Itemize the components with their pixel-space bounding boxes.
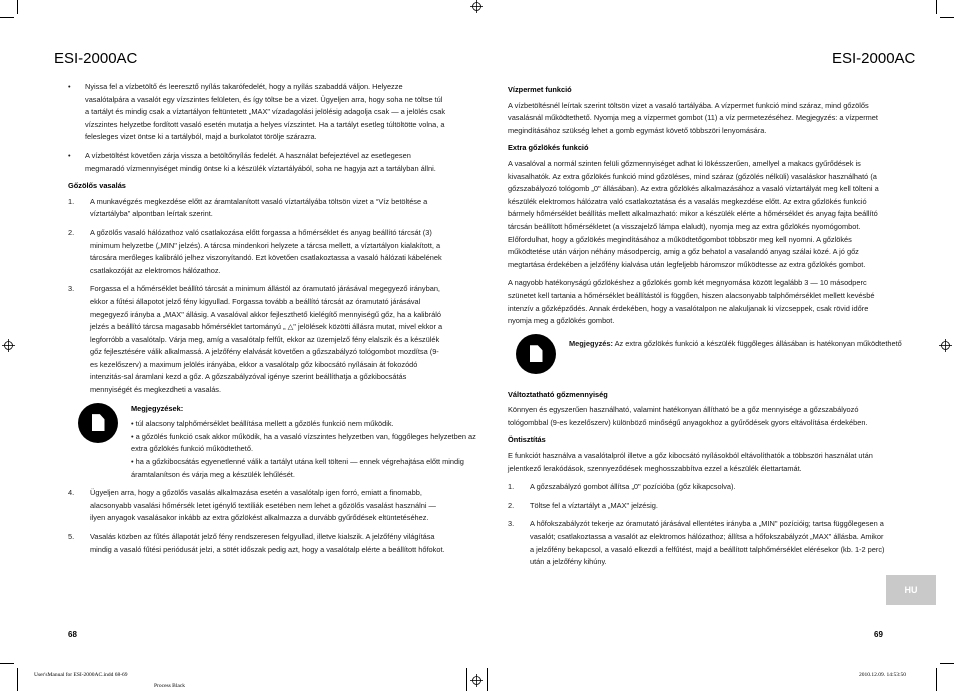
right-page-body <box>508 79 902 569</box>
note-title: Megjegyzések: <box>131 403 184 413</box>
bullet-item: • A vízbetöltést követően zárja vissza a betöltőnyílás fedelét. A használat befejeztével az esetlegesen megmaradó vízmennyiséget mindig öntse ki a készülék víztartályából, soha ne hagyja azt a tartályban állni. <box>68 150 436 173</box>
note-title: Megjegyzés: <box>569 338 613 348</box>
crop-mark <box>936 0 937 14</box>
note-box <box>78 403 491 482</box>
note-document-icon <box>516 334 556 374</box>
paragraph: A vasalóval a normál szinten felüli gőzmennyiséget adhat ki lökésszerűen, amellyel a makacs gyűrődések is kivasalhatók. Az extra gőzlökés funkció mind gőzöléses, mind száraz (gőzölés nélküli) vasaláskor használható (a gőzszabályozó tológomb „0" állásában). Az extra gőzlökés alkalmazásához a vasaló víztartályát meg kell tölteni a készülék elektromos hálózatra való csatlakoztatása és a vasalás megkezdése előtt. Az extra gőzlökés funkció bármely hőmérséklet beállítás mellett alkalmazható: mikor a készülék elérte a hőmérséklet és anyag fajta beállító tárcsán beállított hőmérsékletet (a visszajelző lámpa elaludt), nyomja meg az extra gőzlökés nyomógombot. Előfordulhat, hogy a gőzlökés megindításához a működtetőgombot többször meg kell nyomni. A gőzlökés működtetése után várjon néhány másodpercig, amig a gőz behatol a vasalandó anyag szálai közé. A jó gőz megtartása érdekében a jelzőfény kialvása után legfeljebb háromszor működtesse az extra gőzlökés gombot. <box>508 158 879 269</box>
right-page-header: ESI-2000AC <box>832 50 916 67</box>
numbered-step: 2. Töltse fel a víztartályt a „MAX" jelzésig. <box>508 500 658 510</box>
crop-mark <box>487 668 488 691</box>
crop-mark <box>940 663 954 664</box>
footer-file-name: User'sManual for ESI-2000AC.indd 68-69 <box>34 672 128 678</box>
numbered-step: 1. A munkavégzés megkezdése előtt az áramtalanított vasaló víztartályába töltsön vizet a “Víz betöltése a víztartályba” alpontban leírtak szerint. <box>68 196 428 219</box>
page-number-right: 69 <box>874 630 883 639</box>
note-document-icon <box>78 403 118 443</box>
registration-mark-icon <box>470 0 483 13</box>
paragraph: A nagyobb hatékonyságú gőzlökéshez a gőzlökés gomb két megnyomása között legalább 3 — 10 másodperc szünetet kell tartania a hőmérséklet beállítástól is függően, hiszen alacsonyabb talphőmérséklet mellett kevésbé intenzív a gőzképződés. Annak érdekében, hogy a vasalótalpon ne alakuljanak ki vízcseppek, csak rövid időre nyomja meg a gőzlökés gombot. <box>508 278 875 326</box>
section-title: Gőzölős vasalás <box>68 181 126 191</box>
section-title: Vízpermet funkció <box>508 85 572 94</box>
numbered-step: 3. Forgassa el a hőmérséklet beállító tárcsát a minimum állástól az óramutató járásával megegyező irányban, ekkor a fűtési állapotot jelző fény kigyullad. Forgassa tovább a beállító tárcsát az óramutató járásával megegyező irányba a „MAX" állásig. A vasalóval akkor fejleszthető kielégítő mennyiségű gőz, ha a kalibráló jelzés a beállító tárcsa magasabb hőmérséklet tartományú „ △" jelölések közötti állásra mutat, mivel ekkor a legforróbb a vasalótalp. Várja meg, amíg a vasalótalp felfűt, ekkor az üzemjelző fény elalszik és a készülék gőz fejlesztésére válik alkalmassá. A jelzőfény elalvását követően a gőzszabályzó tológombot mozdítsa (9-es kezelőszerv) a maximum jelölés irányába, ekkor a vasalótalp gőz kibocsátó nyílásain át fokozódó intenzitás-sal áramlani kezd a gőz. A gőzszabályzóval igénye szerint beállíthatja a gőzkibocsátás mennyiségét és megkezdheti a vasalás. <box>68 284 443 395</box>
paragraph: A vízbetöltésnél leírtak szerint töltsön vizet a vasaló tartályába. A vízpermet funkció mind száraz, mind gőzölős vasalásnál működtethető. Nyomja meg a vízpermet gombot (11) a víz permetezéséhez. Megjegyzés: a vízpermet megindításához szükség lehet a gomb egymást követő többszöri lenyomására. <box>508 100 878 135</box>
crop-mark <box>17 0 18 14</box>
section-title: Extra gőzlökés funkció <box>508 143 589 153</box>
note-item: • túl alacsony talphőmérséklet beállítása mellett a gőzölés funkció nem működik. <box>131 419 394 429</box>
footer-color-label: Process Black <box>154 683 186 689</box>
page-number-left: 68 <box>68 630 77 639</box>
numbered-step: 5. Vasalás közben az fűtés állapotát jelző fény rendszeresen felgyullad, illetve kialszik. A jelzőfény világítása mindig a vasaló fűtési periódusát jelzi, a sötét időszak pedig azt, hogy a vasalótalp elérte a beállított hőfokot. <box>68 532 445 554</box>
section-title: Öntisztítás <box>508 435 546 445</box>
note-item: • ha a gőzkibocsátás egyenetlenné válik a tartályt utána kell tölteni — ennek végrehajtása előtt mindig áramtalanítson és várja meg a készülék lehűlését. <box>131 457 464 479</box>
footer-timestamp: 2010.12.09. 14:53:50 <box>859 672 907 678</box>
registration-mark-icon <box>2 339 15 352</box>
numbered-step: 1. A gőzszabályzó gombot állítsa „0" pozícióba (gőz kikapcsolva). <box>508 482 736 492</box>
bullet-item: • Nyissa fel a vízbetöltő és leeresztő nyílás takarófedelét, hogy a nyílás szabaddá váljon. Helyezze vasalótalpára a vasalót egy vízszintes felületen, és így töltse be a vizet. Ügyeljen arra, hogy soha ne töltse túl a tartályt és mindig csak a víztartályon feltüntetett „MAX" vízadagolási jelölésig adagolja csak — a jelölés csak vízszintes helyzetbe fordított vasaló esetén mutatja a helyes vízszintet. Ha a tartályt esetleg túltöltötte volna, a felesleges vizet öntse ki a tartályból, majd a burkolatot törölje szárazra. <box>68 82 446 142</box>
section-title: Változtatható gőzmennyiség <box>508 389 608 399</box>
registration-mark-icon <box>470 674 483 687</box>
numbered-step: 2. A gőzölős vasaló hálózathoz való csatlakozása előtt forgassa a hőmérséklet és anyag beállító tárcsát (3) minimum helyzetbe („MIN" jelzés). A tárcsa mindenkori helyzete a tárcsa mellett, a víztartályon kialakított, a tárcsára merőleges kalibráló jelhez viszonyítandó. Ezt követően csatlakoztassa a vasaló hálózati kábelének csatlakozóját az elektromos hálózathoz. <box>68 227 442 275</box>
language-tab: HU <box>886 575 936 605</box>
note-box <box>516 334 929 378</box>
paragraph: Könnyen és egyszerűen használható, valamint hatékonyan állítható be a gőz mennyisége a gőzszabályozó tológombbal (9-es kezelőszerv) különböző minőségű anyagokhoz a gyűrődések gyors eltávolítása érdekében. <box>508 405 868 427</box>
paragraph: E funkciót használva a vasalótalpról illetve a gőz kibocsátó nyílásokból eltávolíthatók a többszöri használat után jelentkező lerakódások, szennyeződések meghosszabbítva ezzel a készülék élettartamát. <box>508 451 873 473</box>
crop-mark <box>940 17 954 18</box>
crop-mark <box>0 17 14 18</box>
crop-mark <box>0 663 14 664</box>
registration-mark-icon <box>939 339 952 352</box>
left-page-body <box>68 81 476 556</box>
note-text: Az extra gőzlökés funkció a készülék függőleges állásában is hatékonyan működtethető <box>612 338 902 348</box>
numbered-step: 3. A hőfokszabályzót tekerje az óramutató járásával ellentétes irányba a „MIN" pozícióig; tartsa függőlegesen a vasalót; csatlakoztassa a vasalót az elektromos hálózathoz; állítsa a hőfokszabályzót „MAX" állásba. Amikor a jelzőfény bekapcsol, a vasaló elkezdi a felfűtést, majd a beállított talphőmérséklet elérésekor (kb. 1-2 perc) után a jelzőfény kihúny. <box>508 519 885 567</box>
note-item: • a gőzölés funkció csak akkor működik, ha a vasaló vízszintes helyzetben van, függőleges helyzetben az extra gőzlökés funkció működtethető. <box>131 431 476 454</box>
numbered-step: 4. Ügyeljen arra, hogy a gőzölős vasalás alkalmazása esetén a vasalótalp igen forró, emiatt a finomabb, alacsonyabb vasalási hőmérsék letet igénylő textíliák esetében nem lehet a gőzölős vasalást használni — ilyen anyagok vasalásakor inkább az extra gőzlökést alkalmazza a durvább gyűrődések eltüntetéséhez. <box>68 488 436 523</box>
crop-mark <box>466 668 467 691</box>
crop-mark <box>17 668 18 691</box>
left-page-header: ESI-2000AC <box>54 50 138 67</box>
crop-mark <box>936 668 937 691</box>
